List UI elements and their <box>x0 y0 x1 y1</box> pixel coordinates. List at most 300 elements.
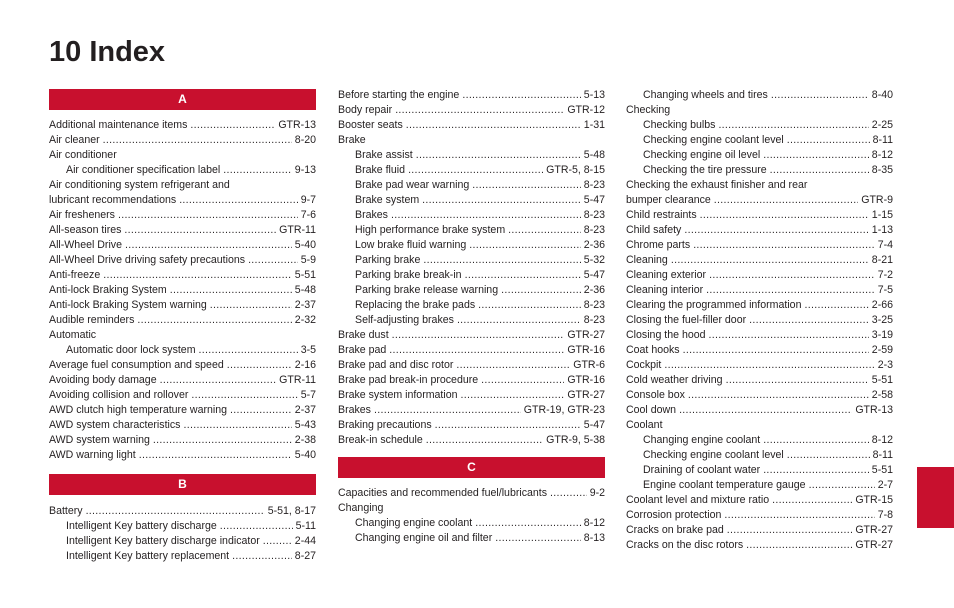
index-column-2 <box>338 88 605 546</box>
index-entry-page: GTR-27 <box>567 329 605 341</box>
index-entry-label: Anti-lock Braking System warning <box>49 299 207 311</box>
index-entry <box>626 88 893 103</box>
index-entry-page: GTR-9, 5-38 <box>546 434 605 446</box>
dot-leader <box>481 373 564 388</box>
dot-leader <box>191 388 297 403</box>
chapter-side-tab <box>917 467 954 528</box>
index-entry <box>626 448 893 463</box>
index-entry-page: 3-19 <box>871 329 893 341</box>
index-entry <box>49 388 316 403</box>
index-entry-page: 5-40 <box>294 239 316 251</box>
dot-leader <box>179 193 298 208</box>
index-entry <box>338 388 605 403</box>
dot-leader <box>125 238 292 253</box>
section-b-list <box>49 504 316 564</box>
index-entry-page: 8-12 <box>871 149 893 161</box>
dot-leader <box>199 343 298 358</box>
index-entry <box>338 193 605 208</box>
index-entry-label: Checking <box>626 104 671 116</box>
index-entry-label: Brakes <box>355 209 388 221</box>
index-entry-page: 7-6 <box>300 209 316 221</box>
index-entry-page: 8-13 <box>583 532 605 544</box>
index-entry-page: GTR-11 <box>279 224 316 236</box>
index-entry-page: GTR-12 <box>567 104 605 116</box>
dot-leader <box>693 238 875 253</box>
index-entry-label: Draining of coolant water <box>643 464 761 476</box>
index-entry-page: 2-36 <box>583 239 605 251</box>
dot-leader <box>422 193 581 208</box>
index-entry-label: Brake system information <box>338 389 458 401</box>
index-entry <box>338 178 605 193</box>
index-entry-label: Cracks on the disc rotors <box>626 539 744 551</box>
section-a-list <box>49 118 316 463</box>
dot-leader <box>137 313 291 328</box>
index-entry-label: Anti-freeze <box>49 269 101 281</box>
dot-leader <box>771 88 869 103</box>
index-entry-page: 5-47 <box>583 194 605 206</box>
index-entry-label: Checking engine coolant level <box>643 449 784 461</box>
index-entry-page: 8-23 <box>583 209 605 221</box>
index-entry <box>626 478 893 493</box>
dot-leader <box>709 328 869 343</box>
index-entry-page: 2-66 <box>871 299 893 311</box>
index-entry-page: 5-7 <box>300 389 316 401</box>
dot-leader <box>392 328 565 343</box>
section-header-c: C <box>338 457 605 478</box>
dot-leader <box>462 88 580 103</box>
section-header-b: B <box>49 474 316 495</box>
index-entry-page: 7-4 <box>877 239 893 251</box>
index-entry-page: 5-47 <box>583 419 605 431</box>
index-entry-label: Brake pad and disc rotor <box>338 359 454 371</box>
dot-leader <box>408 163 543 178</box>
index-entry-label: Coat hooks <box>626 344 680 356</box>
index-entry <box>338 343 605 358</box>
index-column-3 <box>626 88 893 553</box>
index-entry <box>49 238 316 253</box>
index-entry-label: Child safety <box>626 224 682 236</box>
index-entry <box>338 516 605 531</box>
index-entry <box>49 208 316 223</box>
index-entry-page: 8-12 <box>583 517 605 529</box>
index-entry-page: 5-11 <box>295 520 316 532</box>
index-entry-page: 7-5 <box>877 284 893 296</box>
dot-leader <box>787 133 870 148</box>
index-entry-page: GTR-19, GTR-23 <box>523 404 605 416</box>
dot-leader <box>183 418 291 433</box>
index-entry <box>626 493 893 508</box>
index-entry <box>49 343 316 358</box>
index-entry-page: 7-8 <box>877 509 893 521</box>
index-entry <box>626 238 893 253</box>
dot-leader <box>118 208 298 223</box>
dot-leader <box>664 358 874 373</box>
index-entry-label: Replacing the brake pads <box>355 299 476 311</box>
index-entry <box>49 133 316 148</box>
dot-leader <box>508 223 581 238</box>
dot-leader <box>763 148 869 163</box>
dot-leader <box>770 163 869 178</box>
index-entry-label: Audible reminders <box>49 314 135 326</box>
index-entry <box>49 223 316 238</box>
index-entry-page: 2-37 <box>294 404 316 416</box>
index-entry <box>338 283 605 298</box>
index-entry <box>338 403 605 418</box>
index-entry <box>626 268 893 283</box>
index-entry-page: 5-51, 8-17 <box>267 505 316 517</box>
index-entry-label: Anti-lock Braking System <box>49 284 167 296</box>
index-entry-page: 5-48 <box>294 284 316 296</box>
index-entry-label: Air conditioning system refrigerant and <box>49 179 230 191</box>
index-entry-label: Engine coolant temperature gauge <box>643 479 806 491</box>
dot-leader <box>232 549 292 564</box>
dot-leader <box>230 403 292 418</box>
index-entry-label: lubricant recommendations <box>49 194 177 206</box>
index-entry-label: Chrome parts <box>626 239 691 251</box>
index-entry-label: Braking precautions <box>338 419 432 431</box>
index-entry-label: Average fuel consumption and speed <box>49 359 224 371</box>
section-b-continued-list <box>338 88 605 448</box>
index-entry-page: 3-25 <box>871 314 893 326</box>
index-entry <box>626 313 893 328</box>
index-entry-label: Changing wheels and tires <box>643 89 768 101</box>
index-entry-label: Cockpit <box>626 359 662 371</box>
index-entry <box>338 501 605 516</box>
index-entry <box>338 103 605 118</box>
index-entry-label: Closing the hood <box>626 329 706 341</box>
index-entry <box>338 358 605 373</box>
page-title: 10 Index <box>49 36 166 68</box>
dot-leader <box>718 118 868 133</box>
dot-leader <box>472 178 581 193</box>
index-entry-label: Checking engine oil level <box>643 149 761 161</box>
index-entry-label: Capacities and recommended fuel/lubricants <box>338 487 548 499</box>
dot-leader <box>423 253 580 268</box>
index-entry-label: Battery <box>49 505 83 517</box>
index-entry-page: GTR-13 <box>278 119 316 131</box>
index-entry <box>626 508 893 523</box>
index-entry <box>49 418 316 433</box>
index-entry-label: bumper clearance <box>626 194 711 206</box>
dot-leader <box>809 478 875 493</box>
index-entry-label: Cleaning interior <box>626 284 704 296</box>
index-entry <box>338 208 605 223</box>
index-entry-label: Brake system <box>355 194 420 206</box>
index-entry-page: 8-12 <box>871 434 893 446</box>
index-entry-label: Coolant level and mixture ratio <box>626 494 770 506</box>
index-entry <box>338 163 605 178</box>
dot-leader <box>124 223 276 238</box>
index-entry-page: 8-11 <box>872 449 893 461</box>
dot-leader <box>501 283 581 298</box>
dot-leader <box>227 358 292 373</box>
index-entry-label: Console box <box>626 389 685 401</box>
index-entry <box>338 433 605 448</box>
dot-leader <box>804 298 868 313</box>
index-entry-label: Air conditioner <box>49 149 117 161</box>
index-entry-page: 8-23 <box>583 314 605 326</box>
dot-leader <box>706 283 875 298</box>
index-entry <box>626 373 893 388</box>
index-entry-label: Brake dust <box>338 329 389 341</box>
index-entry-page: GTR-5, 8-15 <box>546 164 605 176</box>
dot-leader <box>416 148 581 163</box>
dot-leader <box>190 118 275 133</box>
index-entry-page: 5-47 <box>583 269 605 281</box>
index-entry <box>49 358 316 373</box>
index-entry <box>626 223 893 238</box>
index-entry-label: Before starting the engine <box>338 89 460 101</box>
index-entry <box>49 433 316 448</box>
index-entry-label: Body repair <box>338 104 393 116</box>
index-entry <box>626 148 893 163</box>
index-entry <box>338 238 605 253</box>
index-entry <box>626 433 893 448</box>
index-entry-page: GTR-6 <box>573 359 605 371</box>
index-entry-page: GTR-11 <box>279 374 316 386</box>
index-entry-label: Booster seats <box>338 119 403 131</box>
index-entry <box>49 148 316 163</box>
index-entry-label: Cold weather driving <box>626 374 723 386</box>
index-entry-page: 2-32 <box>294 314 316 326</box>
index-entry-label: Changing engine oil and filter <box>355 532 493 544</box>
index-entry <box>49 163 316 178</box>
dot-leader <box>435 418 581 433</box>
dot-leader <box>103 133 292 148</box>
index-entry-label: Brake pad <box>338 344 387 356</box>
index-entry-label: Intelligent Key battery replacement <box>66 550 230 562</box>
index-entry-page: 5-32 <box>583 254 605 266</box>
index-entry-label: Brakes <box>338 404 371 416</box>
dot-leader <box>709 268 875 283</box>
dot-leader <box>700 208 869 223</box>
index-entry-label: Checking bulbs <box>643 119 716 131</box>
index-entry <box>626 253 893 268</box>
index-entry <box>626 463 893 478</box>
dot-leader <box>683 343 869 358</box>
index-entry <box>626 328 893 343</box>
index-entry <box>49 298 316 313</box>
index-entry-label: Clearing the programmed information <box>626 299 802 311</box>
index-entry-label: Child restraints <box>626 209 697 221</box>
dot-leader <box>671 253 869 268</box>
dot-leader <box>170 283 292 298</box>
index-entry-label: Brake <box>338 134 366 146</box>
index-entry-label: Parking brake release warning <box>355 284 499 296</box>
dot-leader <box>727 523 853 538</box>
index-entry <box>49 504 316 519</box>
index-entry-page: 5-48 <box>583 149 605 161</box>
index-entry <box>338 373 605 388</box>
index-entry <box>626 118 893 133</box>
index-entry <box>49 328 316 343</box>
index-entry-label: AWD clutch high temperature warning <box>49 404 228 416</box>
index-entry <box>49 283 316 298</box>
index-entry-page: 1-13 <box>871 224 893 236</box>
index-entry-label: Automatic door lock system <box>66 344 196 356</box>
index-entry-label: Checking the exhaust finisher and rear <box>626 179 808 191</box>
index-entry-label: Self-adjusting brakes <box>355 314 454 326</box>
dot-leader <box>475 516 581 531</box>
index-entry <box>626 163 893 178</box>
dot-leader <box>465 268 581 283</box>
index-entry-label: Low brake fluid warning <box>355 239 467 251</box>
index-entry-page: GTR-27 <box>567 389 605 401</box>
dot-leader <box>679 403 852 418</box>
dot-leader <box>495 531 581 546</box>
index-entry-page: 8-23 <box>583 179 605 191</box>
index-entry <box>338 531 605 546</box>
index-entry <box>626 133 893 148</box>
index-entry-label: Changing <box>338 502 384 514</box>
index-entry <box>49 534 316 549</box>
dot-leader <box>406 118 581 133</box>
index-entry-label: Brake assist <box>355 149 413 161</box>
index-entry <box>626 178 893 193</box>
index-entry-page: 2-3 <box>877 359 893 371</box>
dot-leader <box>391 208 581 223</box>
index-entry-label: Avoiding collision and rollover <box>49 389 189 401</box>
index-entry-page: GTR-16 <box>567 344 605 356</box>
dot-leader <box>263 534 292 549</box>
index-entry-page: 8-11 <box>872 134 893 146</box>
index-entry-page: 2-59 <box>871 344 893 356</box>
dot-leader <box>220 519 293 534</box>
index-entry <box>626 298 893 313</box>
dot-leader <box>426 433 543 448</box>
index-entry <box>626 358 893 373</box>
index-entry-page: GTR-13 <box>855 404 893 416</box>
index-entry-page: 8-40 <box>871 89 893 101</box>
index-entry-page: 8-27 <box>294 550 316 562</box>
index-entry-label: AWD warning light <box>49 449 136 461</box>
index-entry-page: 5-40 <box>294 449 316 461</box>
index-entry-label: High performance brake system <box>355 224 506 236</box>
index-entry-label: Cracks on brake pad <box>626 524 724 536</box>
index-entry-label: Air fresheners <box>49 209 115 221</box>
index-entry-page: 2-58 <box>871 389 893 401</box>
index-entry <box>49 268 316 283</box>
dot-leader <box>726 373 869 388</box>
index-entry <box>338 313 605 328</box>
index-entry-label: Brake fluid <box>355 164 406 176</box>
index-entry <box>626 208 893 223</box>
index-column-1 <box>49 89 316 564</box>
index-entry-page: 2-44 <box>294 535 316 547</box>
dot-leader <box>772 493 852 508</box>
dot-leader <box>749 313 869 328</box>
index-entry-label: Intelligent Key battery discharge indicator <box>66 535 260 547</box>
index-entry-page: GTR-15 <box>855 494 893 506</box>
index-entry-page: GTR-9 <box>861 194 893 206</box>
index-entry <box>49 178 316 193</box>
index-entry <box>338 418 605 433</box>
index-entry <box>626 403 893 418</box>
index-entry-page: 5-13 <box>583 89 605 101</box>
dot-leader <box>746 538 852 553</box>
index-entry <box>49 193 316 208</box>
section-c-continued-list <box>626 88 893 553</box>
index-entry-page: 8-23 <box>583 299 605 311</box>
index-entry-label: Cleaning <box>626 254 668 266</box>
dot-leader <box>724 508 874 523</box>
dot-leader <box>210 298 292 313</box>
dot-leader <box>469 238 581 253</box>
index-entry-page: 1-15 <box>871 209 893 221</box>
index-entry <box>626 418 893 433</box>
index-entry-page: 9-7 <box>300 194 316 206</box>
index-entry-page: GTR-27 <box>855 539 893 551</box>
index-entry-page: 1-31 <box>583 119 605 131</box>
index-entry <box>338 268 605 283</box>
dot-leader <box>160 373 277 388</box>
index-entry-page: 5-51 <box>871 374 893 386</box>
index-entry <box>626 538 893 553</box>
dot-leader <box>389 343 564 358</box>
index-entry-page: 9-2 <box>589 487 605 499</box>
index-entry-label: AWD system warning <box>49 434 150 446</box>
index-entry-label: Cleaning exterior <box>626 269 707 281</box>
index-entry-page: 2-25 <box>871 119 893 131</box>
index-entry-label: Additional maintenance items <box>49 119 188 131</box>
index-entry-page: 5-43 <box>294 419 316 431</box>
dot-leader <box>456 358 570 373</box>
dot-leader <box>478 298 581 313</box>
index-entry-label: Changing engine coolant <box>355 517 473 529</box>
index-entry-label: Avoiding body damage <box>49 374 157 386</box>
section-c-list <box>338 486 605 546</box>
index-entry-label: Break-in schedule <box>338 434 423 446</box>
index-entry-label: AWD system characteristics <box>49 419 181 431</box>
index-entry-page: GTR-16 <box>567 374 605 386</box>
dot-leader <box>248 253 298 268</box>
index-entry-page: 2-16 <box>294 359 316 371</box>
index-entry-label: Cool down <box>626 404 677 416</box>
dot-leader <box>684 223 868 238</box>
index-entry-label: Parking brake break-in <box>355 269 462 281</box>
index-entry-label: Air conditioner specification label <box>66 164 221 176</box>
dot-leader <box>763 463 869 478</box>
index-entry-label: Parking brake <box>355 254 421 266</box>
index-entry <box>338 328 605 343</box>
index-entry <box>338 298 605 313</box>
index-entry-label: Closing the fuel-filler door <box>626 314 747 326</box>
index-entry-label: Brake pad break-in procedure <box>338 374 479 386</box>
index-entry <box>49 253 316 268</box>
index-entry-label: Corrosion protection <box>626 509 722 521</box>
index-entry-page: 2-36 <box>583 284 605 296</box>
index-entry-page: 5-51 <box>871 464 893 476</box>
section-header-a: A <box>49 89 316 110</box>
dot-leader <box>787 448 870 463</box>
index-entry <box>626 283 893 298</box>
dot-leader <box>153 433 292 448</box>
index-entry-page: 7-2 <box>877 269 893 281</box>
index-entry-label: All-Wheel Drive <box>49 239 122 251</box>
index-entry-label: All-Wheel Drive driving safety precautions <box>49 254 246 266</box>
index-entry <box>626 343 893 358</box>
index-entry <box>626 523 893 538</box>
dot-leader <box>395 103 564 118</box>
index-entry <box>338 253 605 268</box>
index-entry <box>338 118 605 133</box>
index-entry-page: 2-38 <box>294 434 316 446</box>
dot-leader <box>86 504 265 519</box>
index-entry <box>49 549 316 564</box>
index-entry-page: 5-51 <box>294 269 316 281</box>
dot-leader <box>103 268 292 283</box>
index-entry-page: 5-9 <box>300 254 316 266</box>
